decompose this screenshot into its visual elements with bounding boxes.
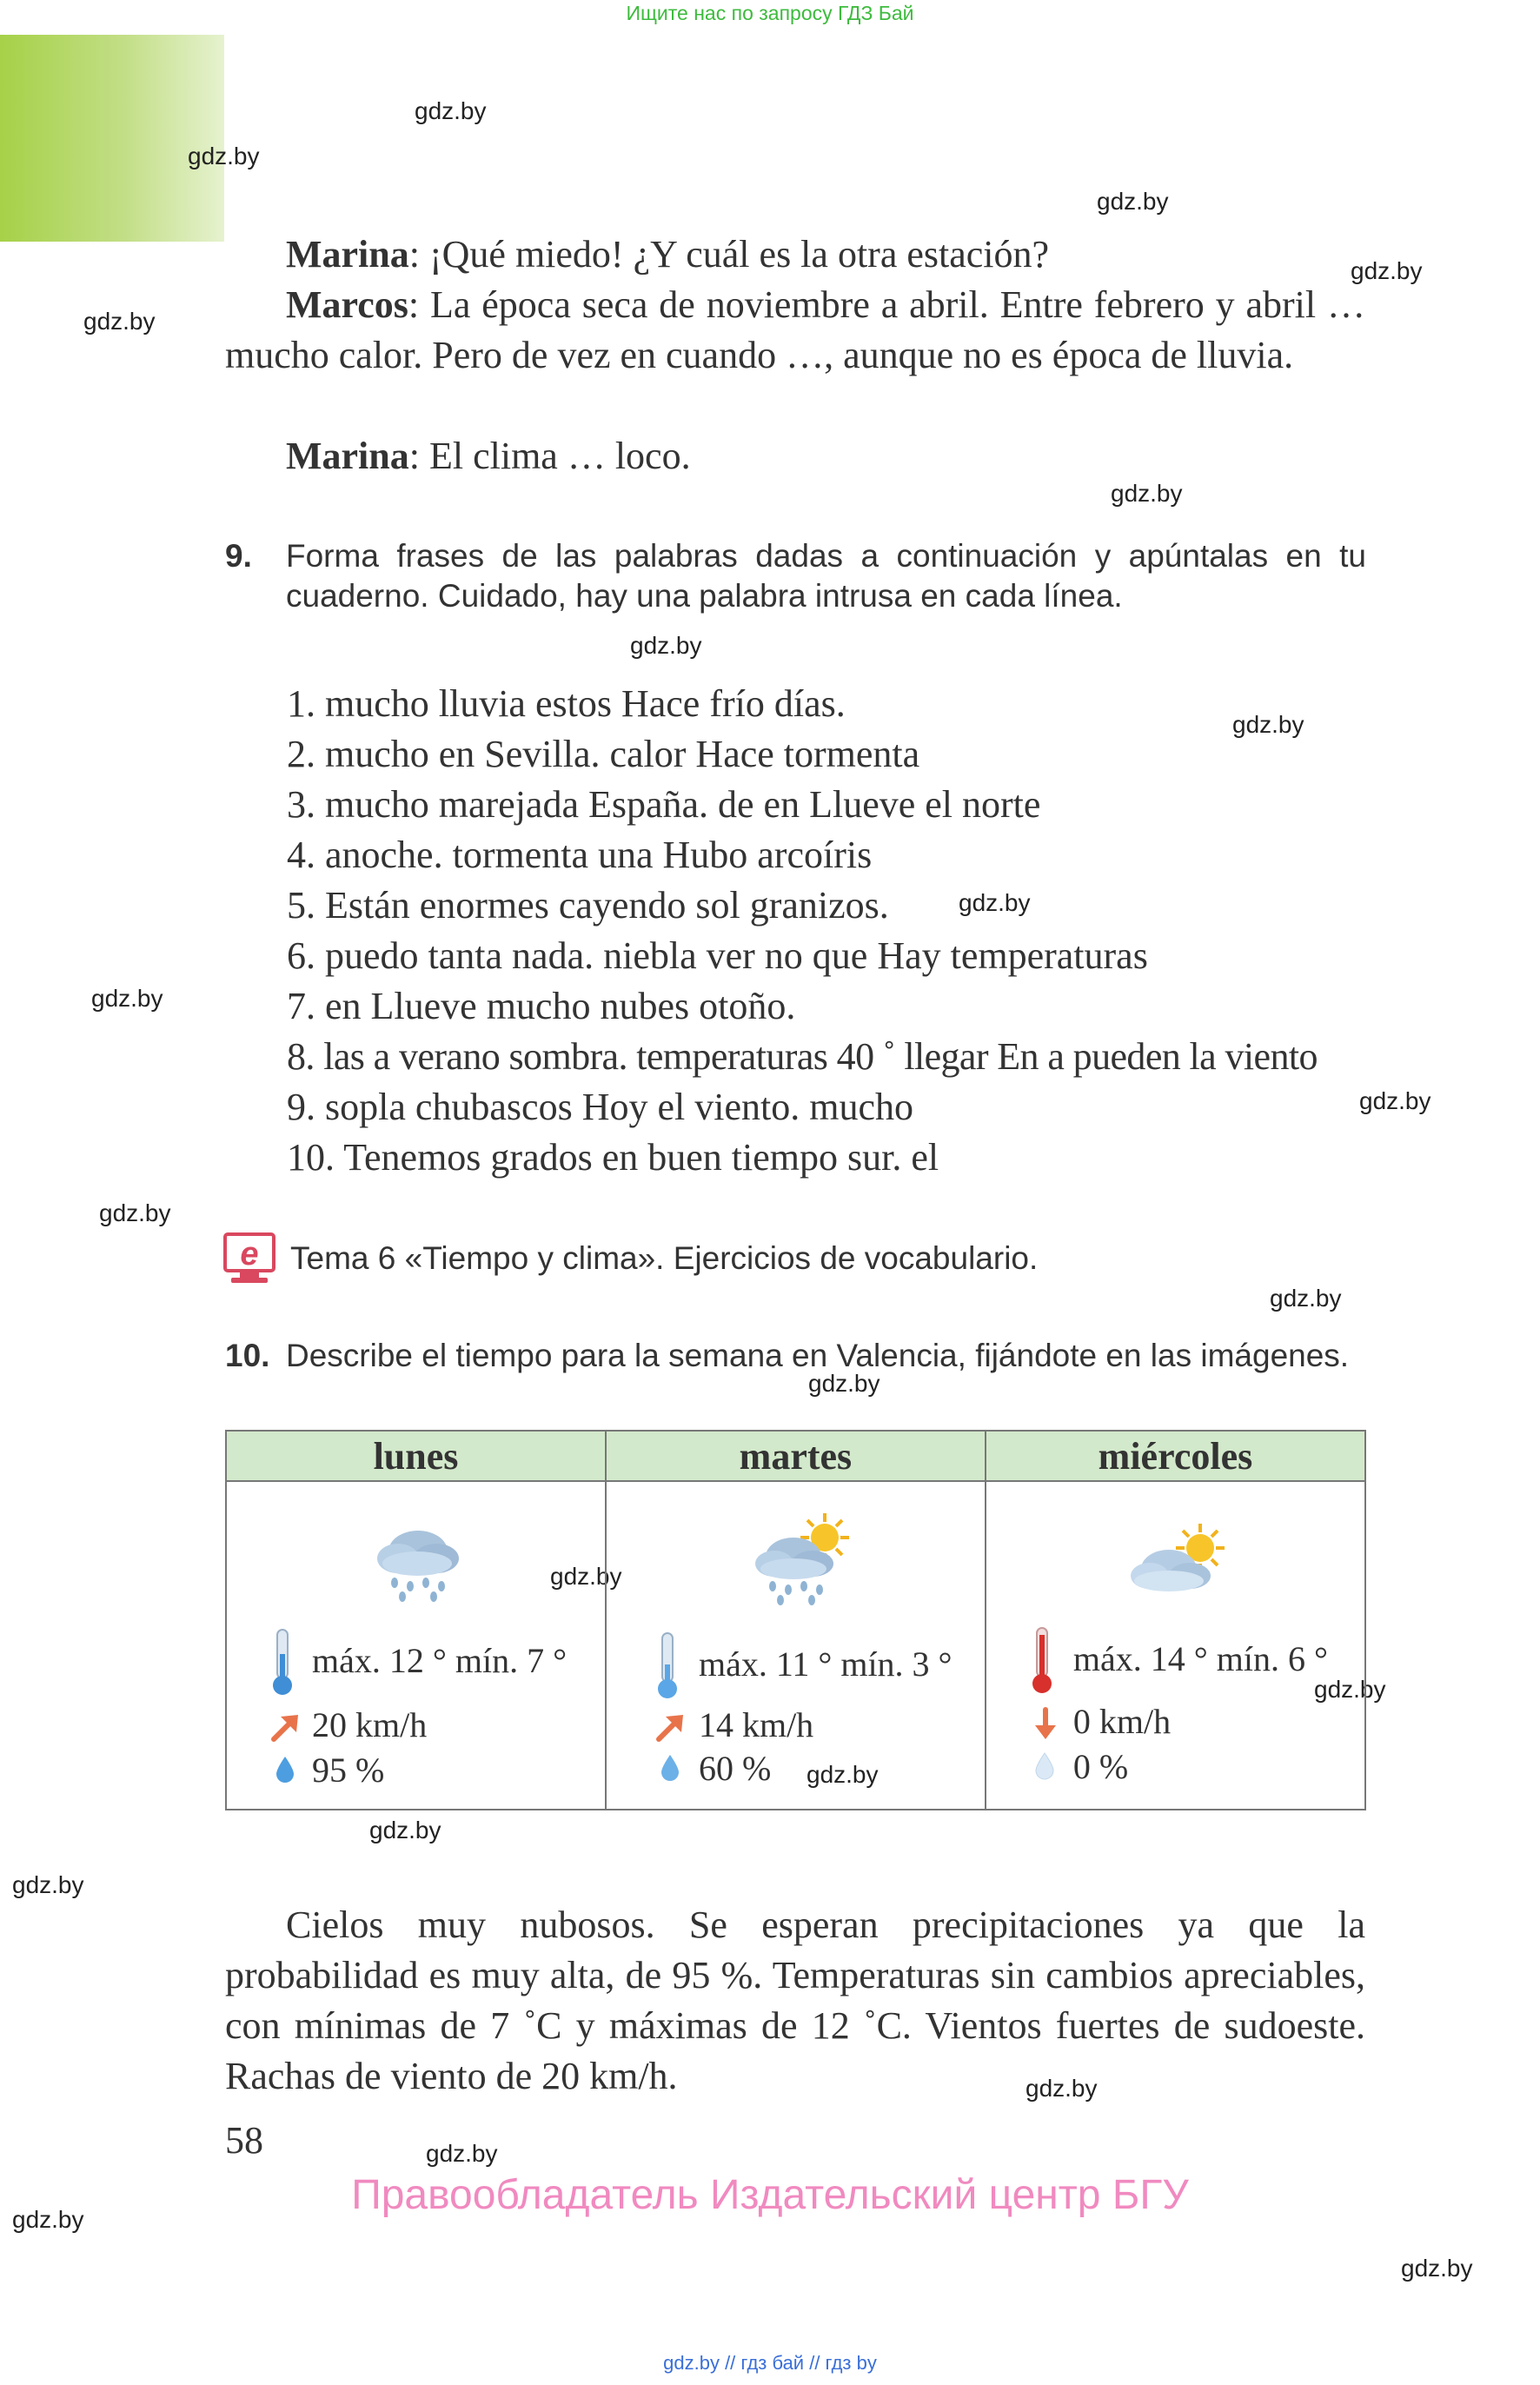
speaker-name: Marina — [286, 233, 409, 276]
copyright-notice: Правообладатель Издательский центр БГУ — [351, 2172, 1189, 2218]
watermark: gdz.by — [550, 1563, 622, 1590]
dialogue-line — [225, 431, 1365, 482]
thermometer-cold-icon — [655, 1631, 680, 1705]
list-item: 4. anoche. tormenta una Hubo arcoíris — [287, 834, 873, 876]
watermark: gdz.by — [808, 1370, 880, 1397]
speaker-name: Marcos — [286, 283, 408, 326]
humidity-text: 95 % — [312, 1751, 385, 1790]
sample-answer: Cielos muy nubosos. Se esperan precipitaciones ya que la probabilidad es muy alta, de 95 %. Temperaturas sin cambios apreciables, con mínimas de 7 ˚C y máximas de 12 ˚C. Vientos fuertes de sudoeste. Rachas de viento de 20 km/h. — [225, 1903, 1365, 2097]
eref-link[interactable]: Tema 6 «Tiempo y clima». Ejercicios de vocabulario. — [290, 1240, 1039, 1276]
day-header: martes — [606, 1431, 986, 1481]
dialogue-line — [225, 229, 1365, 280]
watermark: gdz.by — [12, 2206, 84, 2233]
temperature-text: máx. 11 ° mín. 3 ° — [698, 1644, 953, 1684]
wind-text: 20 km/h — [312, 1705, 428, 1744]
thermometer-cold-icon — [270, 1628, 295, 1702]
wind-arrow-up-icon — [655, 1711, 687, 1747]
watermark: gdz.by — [415, 97, 487, 124]
watermark: gdz.by — [959, 889, 1031, 916]
watermark: gdz.by — [91, 985, 163, 1012]
list-item: 9. sopla chubascos Hoy el viento. mucho — [287, 1086, 913, 1128]
drop-icon — [659, 1753, 681, 1787]
watermark: gdz.by — [807, 1761, 879, 1788]
forecast-table — [225, 1430, 1366, 1810]
wind-arrow-up-icon — [270, 1711, 302, 1747]
watermark: gdz.by — [1026, 2075, 1098, 2102]
list-item: 5. Están enormes cayendo sol granizos. — [287, 884, 889, 927]
watermark: gdz.by — [99, 1199, 171, 1226]
humidity-text: 60 % — [698, 1749, 772, 1788]
watermark: gdz.by — [426, 2140, 498, 2167]
dialogue-text: : ¡Qué miedo! ¿Y cuál es la otra estación? — [408, 233, 1050, 276]
list-item: 2. mucho en Sevilla. calor Hace tormenta — [287, 733, 920, 775]
dialogue-text: : La época seca de noviembre a abril. Entre febrero y abril … mucho calor. Pero de vez en cuando …, aunque no es época de lluvia. — [225, 283, 1365, 376]
list-item: 6. puedo tanta nada. niebla ver no que Hay temperaturas — [287, 934, 1148, 977]
sun-cloud-icon — [1125, 1520, 1230, 1603]
dialogue-line — [225, 280, 1365, 381]
watermark: gdz.by — [83, 308, 156, 335]
forecast-cell — [606, 1481, 986, 1810]
top-banner: Ищите нас по запросу ГДЗ Бай — [626, 2, 914, 24]
page-number: 58 — [225, 2119, 263, 2162]
wind-text: 14 km/h — [698, 1705, 814, 1744]
rain-cloud-icon — [370, 1517, 466, 1608]
drop-icon — [1033, 1751, 1056, 1785]
forecast-cell — [226, 1481, 606, 1810]
humidity-text: 0 % — [1072, 1747, 1129, 1786]
day-header: lunes — [226, 1431, 606, 1481]
sun-rain-cloud-icon — [750, 1508, 854, 1610]
forecast-cell — [986, 1481, 1365, 1810]
list-item: 7. en Llueve mucho nubes otoño. — [287, 985, 796, 1027]
speaker-name: Marina — [286, 435, 409, 477]
temperature-text: máx. 14 ° mín. 6 ° — [1072, 1639, 1328, 1678]
watermark: gdz.by — [630, 632, 702, 659]
exercise-number: 9. — [225, 538, 252, 574]
list-item: 10. Tenemos grados en buen tiempo sur. el — [287, 1136, 939, 1179]
temperature-text: máx. 12 ° mín. 7 ° — [312, 1641, 568, 1680]
list-item: 1. mucho lluvia estos Hace frío días. — [287, 682, 846, 725]
wind-text: 0 km/h — [1072, 1702, 1172, 1741]
watermark: gdz.by — [1314, 1676, 1386, 1703]
drop-icon — [274, 1755, 296, 1789]
watermark: gdz.by — [1401, 2255, 1473, 2282]
e-letter: e — [240, 1236, 259, 1272]
exercise-instruction: Forma frases de las palabras dadas a continuación y apúntalas en tu cuaderno. Cuidado, hay una palabra intrusa en cada línea. — [286, 538, 1366, 614]
watermark: gdz.by — [188, 143, 260, 169]
list-item: 8. las a verano sombra. temperaturas 40 ˚ llegar En a pueden la viento — [287, 1035, 1318, 1078]
bottom-link-bar[interactable]: gdz.by // гдз бай // гдз by — [663, 2352, 877, 2374]
exercise-number: 10. — [225, 1338, 270, 1373]
green-corner-block — [0, 35, 224, 242]
watermark: gdz.by — [1111, 480, 1183, 507]
watermark: gdz.by — [1351, 257, 1423, 284]
wind-arrow-down-icon — [1030, 1706, 1061, 1745]
computer-e-icon — [222, 1232, 276, 1289]
watermark: gdz.by — [1359, 1087, 1431, 1114]
list-item: 3. mucho marejada España. de en Llueve el norte — [287, 783, 1041, 826]
watermark: gdz.by — [1097, 188, 1169, 215]
watermark: gdz.by — [1232, 711, 1304, 738]
watermark: gdz.by — [369, 1817, 441, 1844]
watermark: gdz.by — [1270, 1285, 1342, 1312]
day-header: miércoles — [986, 1431, 1365, 1481]
dialogue-text: : El clima … loco. — [408, 435, 691, 477]
thermometer-hot-icon — [1030, 1626, 1054, 1700]
watermark: gdz.by — [12, 1871, 84, 1898]
exercise-instruction: Describe el tiempo para la semana en Valencia, fijándote en las imágenes. — [286, 1338, 1350, 1373]
